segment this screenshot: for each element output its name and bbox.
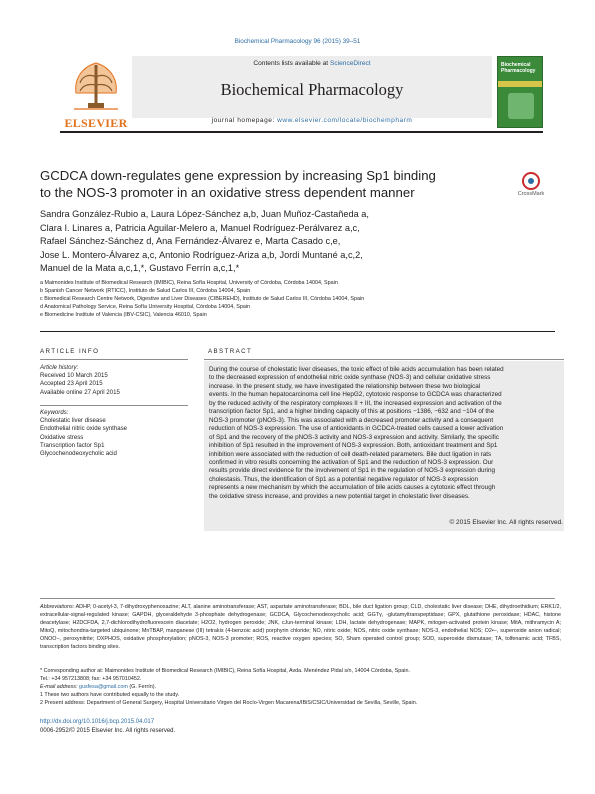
abstract-line: results provide direct evidence for the involvement of Sp1 in the regulation of NOS-3 expression during [209,467,495,475]
history-item: Received 10 March 2015 [40,372,108,380]
author-line: Manuel de la Mata a,c,1,*, Gustavo Ferrín a,c,1,* [40,263,240,274]
footnote-present-address: 2 Present address: Department of General Surgery, Hospital Universitario Virgen del Rocío-Virgen Macarena/IBiS/CSIC/Universidad de Sevilla, Seville, Spain. [40,699,418,706]
article-title [40,167,500,201]
email-suffix: (G. Ferrín). [127,683,157,690]
header-divider [60,131,543,133]
abstract-line: the oxidative stress increase, and provides a new potential target in cholestatic liver diseases. [209,492,470,500]
title-line: to the NOS-3 promoter in an oxidative stress dependent manner [40,185,415,200]
cover-title: Biochemical Pharmacology [501,62,536,74]
abstract-line: to the decreased expression of endothelial nitric oxide synthase (NOS-3) and cellular oxidative stress [209,374,491,382]
contents-available-line [132,60,492,67]
author-line: Sandra González-Rubio a, Laura López-Sánchez a,b, Juan Muñoz-Castañeda a, [40,209,369,219]
email-line [40,684,561,692]
history-item: Accepted 23 April 2015 [40,380,103,388]
abstract-line: transcription factor Sp1, and a higher binding capacity of this at positions −1386, −632 and −104 of the [209,408,495,416]
abstract-line: NOS-3 promoter (pNOS-3). This was associated with a decreased promoter activity and a consequent [209,416,494,424]
abstract-line: confirmed in vitro results concerning the activation of Sp1 and the reduction of NOS-3 expression. Our [209,458,494,466]
affiliation: c Biomedical Research Centre Network, Digestive and Liver Diseases (CIBEREHD), Instituto de Salud Carlos III, Córdoba 14004, Spain [40,296,365,302]
history-label: Article history: [40,364,79,371]
homepage-link[interactable]: www.elsevier.com/locate/biochempharm [277,117,413,124]
affiliation: d Anatomical Pathology Service, Reina Sofía University Hospital, Córdoba 14004, Spain [40,304,251,310]
affiliation: b Spanish Cancer Network (RTICC), Instituto de Salud Carlos III, Córdoba 14004, Spain [40,288,251,294]
keyword: Glycochenodeoxycholic acid [40,450,117,458]
crossmark-label: CrossMark [517,191,545,197]
crossmark-icon [522,172,540,190]
journal-homepage-line [132,117,492,124]
contact-phone: Tel.: +34 957213808; fax: +34 957010452. [40,675,142,682]
keywords-label: Keywords: [40,409,69,416]
author-line: Jose L. Montero-Álvarez a,c, Antonio Rodríguez-Ariza a,b, Jordi Muntané a,c,2, [40,249,363,260]
sciencedirect-link[interactable]: ScienceDirect [329,60,371,67]
journal-cover-image [497,56,543,128]
article-info-heading: ARTICLE INFO [40,348,100,355]
corresponding-author-note: * Corresponding author at: Maimonides Institute of Biomedical Research (IMIBIC), Reina Sofía Hospital, Avda. Menéndez Pidal s/n, 14004 Córdoba, Spain. [40,668,410,674]
abstract-line: events. In the human hepatocarcinoma cell line HepG2, cytotoxic response to GCDCA was characterized [209,391,502,399]
journal-title: Biochemical Pharmacology [220,80,404,99]
abstract-line: represents a new mechanism by which the accumulation of bile acids causes a cytotoxic effect through [209,484,496,492]
abstract-line: of Sp1 and the recovery of the pNOS-3 activity and NOS-3 expression and activity. Similarly, the specific [209,433,499,441]
abstract-copyright: © 2015 Elsevier Inc. All rights reserved. [449,519,563,526]
affiliation-list [40,279,560,319]
abbreviations-block [40,604,561,651]
cover-graphic [508,93,534,119]
article-history [40,364,190,397]
abstract-line: by the reduced activity of the respiratory complexes II + III, the increased expression and activation of the [209,399,502,407]
abstract-heading: ABSTRACT [208,348,253,355]
contents-prefix: Contents lists available at [253,60,330,67]
author-line: Clara I. Linares a, Patricia Aguilar-Melero a, Manuel Rodríguez-Perálvarez a,c, [40,222,360,233]
elsevier-wordmark: ELSEVIER [64,116,128,130]
affiliation: a Maimonides Institute of Biomedical Research (IMIBIC), Reina Sofía Hospital, University of Córdoba, Córdoba 14004, Spain [40,280,338,286]
keyword: Transcription factor Sp1 [40,441,105,449]
abstract-line: cholestasis. Thus, the identification of Sp1 as a potential negative regulator of NOS-3 expression [209,475,479,483]
author-list [40,208,520,276]
abstract-line: inhibition were associated with the reduction of cell death-related parameters. Bile duct ligation in rats [209,450,492,458]
abstract-line: reduction of NOS-3 expression. The use of antioxidants in GCDCA-treated cells caused a lower activation [209,425,504,433]
footnotes [40,668,561,708]
doi-link[interactable]: http://dx.doi.org/10.1016/j.bcp.2015.04.017 [40,719,155,725]
author-line: Rafael Sánchez-Sánchez d, Ana Fernández-Álvarez e, Marta Casado c,e, [40,236,341,247]
affiliation: e Biomedicine Institute of Valencia (IBV-CSIC), Valencia 46010, Spain [40,312,207,318]
keyword: Endothelial nitric oxide synthase [40,425,128,433]
homepage-prefix: journal homepage: [211,117,278,124]
keyword: Cholestatic liver disease [40,417,106,425]
issn-copyright: 0006-2952/© 2015 Elsevier Inc. All rights reserved. [40,728,176,734]
keyword: Oxidative stress [40,433,84,441]
crossmark-badge[interactable] [512,172,550,197]
email-link[interactable]: gusfesa@gmail.com [78,683,128,690]
abstract-body [209,366,560,501]
keywords [40,409,190,458]
abstract-line: increase. In the present study, we have investigated the relationship between these two biological [209,382,481,390]
journal-reference[interactable]: Biochemical Pharmacology 96 (2015) 39–51 [234,38,361,45]
abstract-line: inhibition of Sp1 resulted in the improvement of NOS-3 expression. Both, antioxidant treatment and Sp1 [209,442,498,450]
abbreviations-label: Abbreviations: [40,604,75,610]
title-line: GCDCA down-regulates gene expression by increasing Sp1 binding [40,168,436,183]
email-label: E-mail address: [40,683,79,690]
section-divider [40,331,555,332]
abstract-line: During the course of cholestatic liver diseases, the toxic effect of bile acids accumulation has been related [209,366,504,373]
history-item: Available online 27 April 2015 [40,388,120,396]
footnote-equal-contribution: 1 These two authors have contributed equally to the study. [40,691,180,698]
cover-stripe [498,81,542,87]
abbreviations-text: ADHP, 0-acetyl-3, 7-dihydroxyphenoxazine; ALT, alanine aminotransferase; AST, aspartate aminotransferase; BDL, bile duct ligation group; CLD, cholestatic liver disease; DHE, dihydroethidium; ERK1/2, extracellular-signal-regulated kinase; GAPDH, glyceraldehyde 3-phosphate dehydrogenase; GCDCA, Glycochenodeoxycholic acid; GGTγ, -glutamyltranspeptidase; GPX, glutathione peroxidase; HDAC, histone deacetylase; H2DCFDA, 2,7-dichlorodihydrofluorescein diacetate; H2O2, hydrogen peroxide; JNK, cJun-terminal kinase; LDH, lactate dehydrogenase; MAPK, mitogen-activated protein kinase; MitA, mithramycin A; MitoQ, mitochondria-targeted ubiquinone; MnTBAP, manganese (III) tetrakis (4-benzoic acid) porphyrin chloride; NO, nitric oxide; NOS, nitric oxide synthase; NOS-3, endothelial NOS; O2•−, superoxide anion radical; ONOO−, peroxynitrite; OXPHOS, oxidative phosphorylation; pNOS-3, NOS-3 promoter; ROS, reactive oxygen species; SO, Sham operated control group; SOD, superoxide dismutase; TA, tolfenamic acid; TFBS, transcription factors binding sites. [40,604,561,650]
